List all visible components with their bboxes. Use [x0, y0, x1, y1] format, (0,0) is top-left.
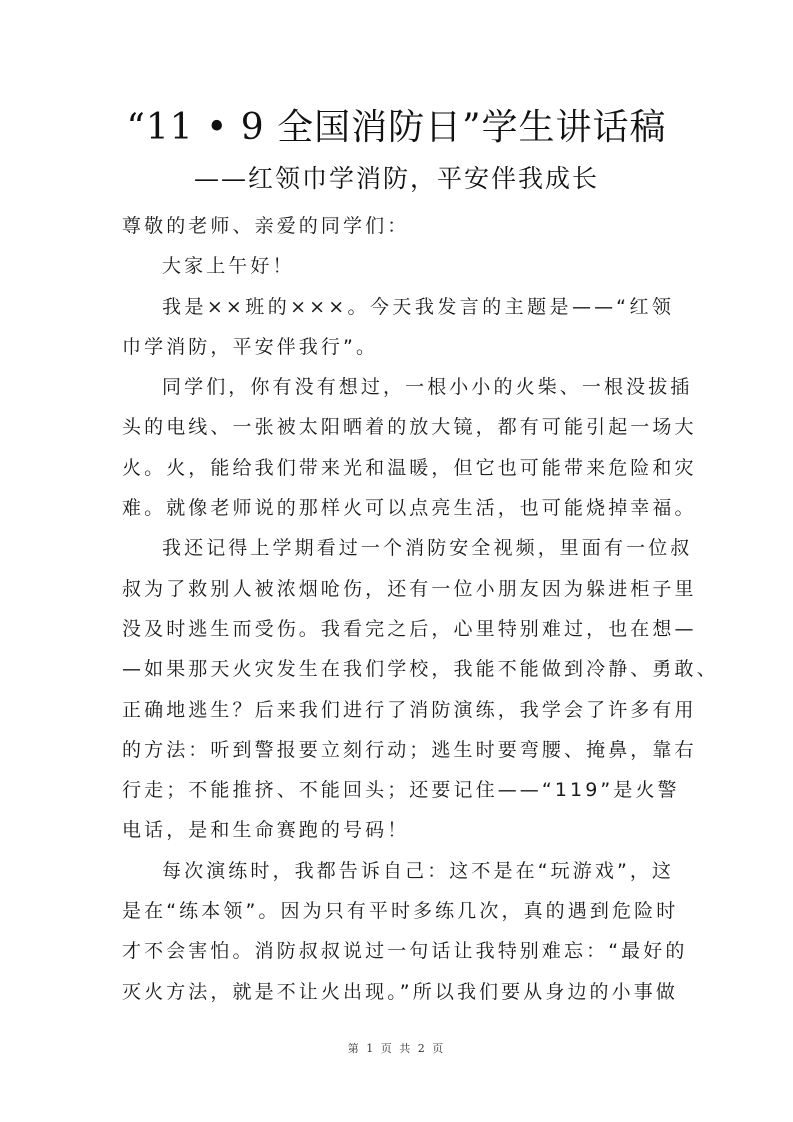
text-line: 我还记得上学期看过一个消防安全视频，里面有一位叔 — [162, 537, 693, 560]
document-title: “11 • 9 全国消防日”学生讲话稿 — [126, 107, 667, 148]
text-line: 头的电线、一张被太阳晒着的放大镜，都有可能引起一场大 — [122, 416, 697, 439]
text-line: 同学们，你有没有想过，一根小小的火柴、一根没拔插 — [162, 376, 693, 399]
text-line: 我是××班的×××。今天我发言的主题是——“红领 — [162, 295, 674, 318]
text-line: 火。火，能给我们带来光和温暖，但它也可能带来危险和灾 — [122, 456, 697, 479]
text-line: 每次演练时，我都告诉自己：这不是在“玩游戏”，这 — [162, 859, 675, 882]
text-line: 是在“练本领”。因为只有平时多练几次，真的遇到危险时 — [122, 900, 679, 923]
text-line: 灭火方法，就是不让火出现。”所以我们要从身边的小事做 — [122, 980, 678, 1003]
text-line: 的方法：听到警报要立刻行动；逃生时要弯腰、掩鼻，靠右 — [122, 738, 697, 761]
text-line: 才不会害怕。消防叔叔说过一句话让我特别难忘：“最好的 — [122, 940, 688, 963]
page-number-footer: 第 1 页 共 2 页 — [347, 1042, 446, 1055]
text-line: —如果那天火灾发生在我们学校，我能不能做到冷静、勇敢、 — [122, 658, 719, 681]
text-line: 行走；不能推挤、不能回头；还要记住——“119”是火警 — [122, 779, 680, 802]
speech-body — [122, 206, 719, 1012]
text-line: 叔为了救别人被浓烟呛伤，还有一位小朋友因为躲进柜子里 — [122, 577, 697, 600]
greeting-line: 大家上午好！ — [162, 255, 295, 278]
text-line: 电话，是和生命赛跑的号码！ — [122, 819, 410, 842]
salutation-line: 尊敬的老师、亲爱的同学们： — [122, 215, 410, 237]
document-subtitle: ——红领巾学消防，平安伴我成长 — [193, 164, 599, 193]
text-line: 没及时逃生而受伤。我看完之后，心里特别难过，也在想— — [122, 617, 697, 640]
text-line: 难。就像老师说的那样火可以点亮生活，也可能烧掉幸福。 — [122, 497, 697, 520]
text-line: 正确地逃生？后来我们进行了消防演练，我学会了许多有用 — [122, 698, 697, 721]
text-line: 巾学消防，平安伴我行”。 — [122, 335, 379, 358]
